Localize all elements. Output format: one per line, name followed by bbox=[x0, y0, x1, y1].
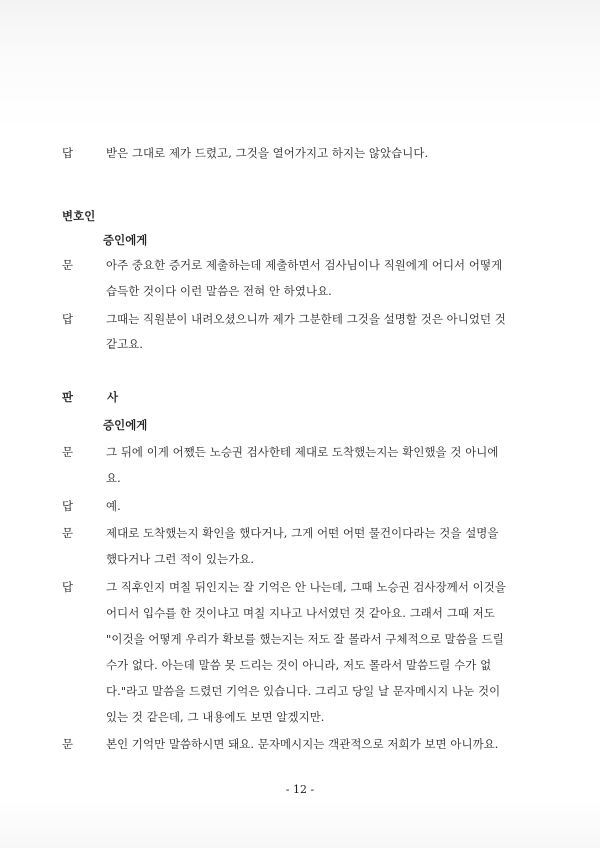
question-text-line: 요. bbox=[106, 471, 121, 485]
question-text-line: 했다거나 그런 적이 있는가요. bbox=[106, 552, 255, 566]
question-label: 문 bbox=[62, 258, 74, 272]
answer-label: 답 bbox=[62, 499, 74, 513]
answer-text-line: 받은 그대로 제가 드렸고, 그것을 열어가지고 하지는 않았습니다. bbox=[106, 146, 429, 160]
answer-label: 답 bbox=[62, 312, 74, 326]
answer-text-line: 그때는 직원분이 내려오셨으니까 제가 그분한테 그것을 설명할 것은 아니었던 것 bbox=[106, 312, 506, 326]
answer-label: 답 bbox=[62, 580, 74, 594]
speaker-heading-defense: 변호인 bbox=[62, 209, 96, 223]
answer-text-line: 있는 것 같은데, 그 내용에도 보면 알겠지만. bbox=[106, 710, 325, 724]
question-label: 문 bbox=[62, 445, 74, 459]
answer-text-line: 어디서 입수를 한 것이냐고 며칠 지나고 나서였던 것 같아요. 그래서 그때 저도 bbox=[106, 606, 495, 620]
answer-text-line: 같고요. bbox=[106, 337, 144, 351]
page-number: - 12 - bbox=[285, 783, 315, 796]
question-text-line: 그 뒤에 이게 어쨌든 노승권 검사한테 제대로 도착했는지는 확인했을 것 아니에 bbox=[106, 445, 499, 459]
answer-text-line: 그 직후인지 며칠 뒤인지는 잘 기억은 안 나는데, 그때 노승권 검사장께서 이것을 bbox=[106, 580, 506, 594]
question-text-line: 본인 기억만 말씀하시면 돼요. 문자메시지는 객관적으로 저희가 보면 아니까요. bbox=[106, 737, 499, 751]
speaker-heading-judge: 판 사 bbox=[62, 390, 133, 404]
answer-text-line: 예. bbox=[106, 499, 121, 513]
addressee-heading: 증인에게 bbox=[103, 418, 148, 432]
question-text-line: 제대로 도착했는지 확인을 했다거나, 그게 어떤 어떤 물건이다라는 것을 설명을 bbox=[106, 526, 499, 540]
answer-label: 답 bbox=[62, 146, 74, 160]
answer-text-line: "이것을 어떻게 우리가 확보를 했는지는 저도 잘 몰라서 구체적으로 말씀을 드릴 bbox=[106, 632, 504, 646]
question-label: 문 bbox=[62, 737, 74, 751]
answer-text-line: 다."라고 말씀을 드렸던 기억은 있습니다. 그리고 당일 날 문자메시지 나눈 것이 bbox=[106, 684, 501, 698]
answer-text-line: 수가 없다. 아는데 말씀 못 드리는 것이 아니라, 저도 몰라서 말씀드릴 수가 없 bbox=[106, 658, 492, 672]
addressee-heading: 증인에게 bbox=[103, 233, 148, 247]
question-label: 문 bbox=[62, 526, 74, 540]
question-text-line: 습득한 것이다 이런 말씀은 전혀 안 하였나요. bbox=[106, 284, 332, 298]
question-text-line: 아주 중요한 증거로 제출하는데 제출하면서 검사님이나 직원에게 어디서 어떻게 bbox=[106, 258, 503, 272]
